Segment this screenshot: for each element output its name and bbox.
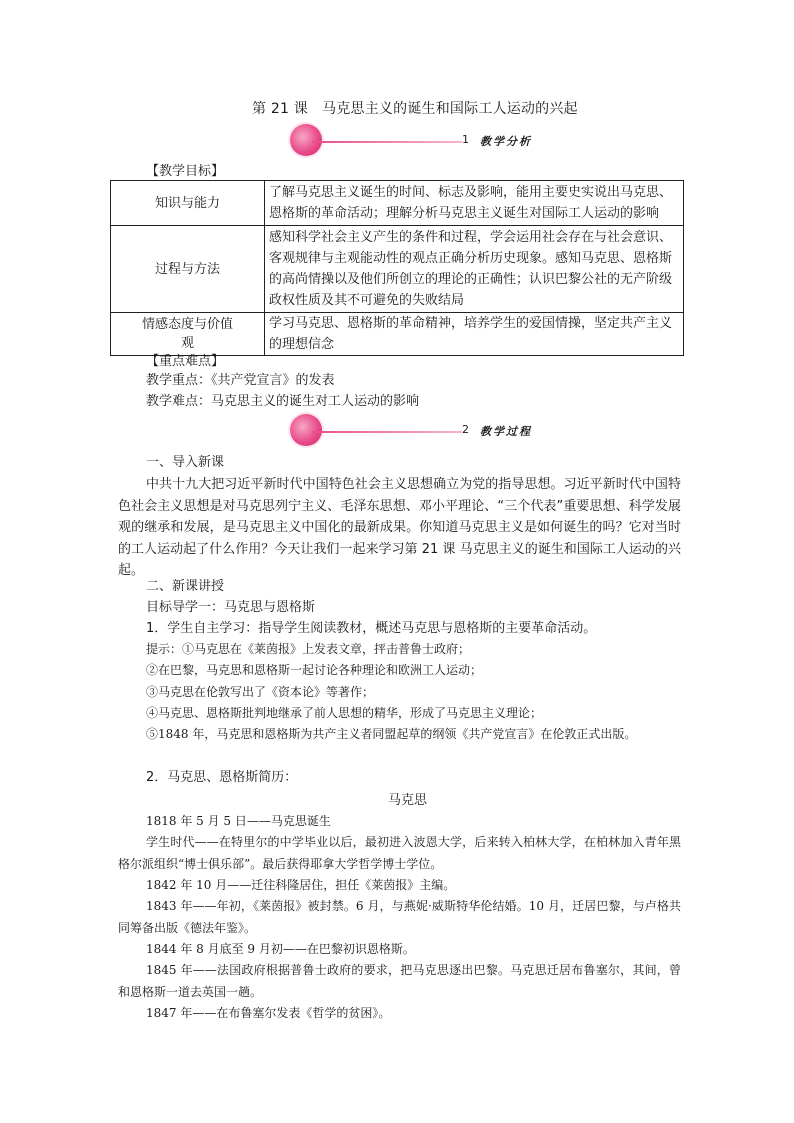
banner-label: 教学过程 [480,425,532,438]
new-lesson-heading: 二、新课讲授 [146,579,225,594]
hint-line: ③马克思在伦敦写出了《资本论》等著作； [146,685,375,699]
goal-key: 情感态度与价值观 [111,313,265,356]
pink-circle-icon [290,414,322,446]
intro-heading: 一、导入新课 [146,455,225,470]
banner-number: 1 [462,133,469,146]
bio-entry: 1845 年——法国政府根据普鲁士政府的要求，把马克思逐出巴黎。马克思迁居布鲁塞尔，其间，曾和恩格斯一道去英国一趟。 [118,963,681,999]
hint-line: 提示：①马克思在《莱茵报》上发表文章，抨击普鲁士政府； [146,642,471,656]
banner-number: 2 [462,423,469,436]
step-1: 1．学生自主学习：指导学生阅读教材，概述马克思与恩格斯的主要革命活动。 [146,621,597,636]
hint-line: ②在巴黎，马克思和恩格斯一起讨论各种理论和欧洲工人运动； [146,663,483,677]
focus-heading: 【重点难点】 [146,354,225,369]
banner-line [312,431,462,433]
lesson-title: 第 21 课 马克思主义的诞生和国际工人运动的兴起 [252,101,578,117]
bio-entry: 学生时代——在特里尔的中学毕业以后，最初进入波恩大学，后来转入柏林大学，在柏林加入青年黑格尔派组织“博士俱乐部”。最后获得耶拿大学哲学博士学位。 [118,835,681,871]
bio-entry: 1847 年——在布鲁塞尔发表《哲学的贫困》。 [146,1006,391,1020]
banner-label: 教学分析 [480,135,532,148]
focus-point: 教学重点：《共产党宣言》的发表 [146,373,335,388]
table-row [111,181,684,226]
difficulty-point: 教学难点：马克思主义的诞生对工人运动的影响 [146,394,420,409]
goals-table [110,180,684,356]
goal-key: 过程与方法 [111,226,265,313]
marx-heading: 马克思 [388,793,428,808]
bio-entry: 1842 年 10 月——迁往科隆居住，担任《莱茵报》主编。 [146,878,456,892]
step-2: 2．马克思、恩格斯简历： [146,770,298,785]
target-heading: 目标导学一：马克思与恩格斯 [146,600,316,615]
goal-value: 学习马克思、恩格斯的革命精神，培养学生的爱国情操，坚定共产主义的理想信念 [265,313,684,356]
bio-entry: 1844 年 8 月底至 9 月初——在巴黎初识恩格斯。 [146,942,415,956]
hint-line: ⑤1848 年，马克思和恩格斯为共产主义者同盟起草的纲领《共产党宣言》在伦敦正式出版。 [146,727,637,741]
goals-heading: 【教学目标】 [146,164,225,179]
goal-key: 知识与能力 [111,181,265,226]
goal-value: 感知科学社会主义产生的条件和过程，学会运用社会存在与社会意识、客观规律与主观能动性的观点正确分析历史现象。感知马克思、恩格斯的高尚情操以及他们所创立的理论的正确性；认识巴黎公社的无产阶级政权性质及其不可避免的失败结局 [265,226,684,313]
banner-line [312,141,462,143]
table-row [111,226,684,313]
hint-line: ④马克思、恩格斯批判地继承了前人思想的精华，形成了马克思主义理论； [146,706,543,720]
bio-entry: 1843 年——年初，《莱茵报》被封禁。6 月，与燕妮·威斯特华伦结婚。10 月，迁居巴黎，与卢格共同筹备出版《德法年鉴》。 [118,899,681,935]
section-banner-process [290,414,560,446]
intro-paragraph: 中共十九大把习近平新时代中国特色社会主义思想确立为党的指导思想。习近平新时代中国特色社会主义思想是对马克思列宁主义、毛泽东思想、邓小平理论、“三个代表”重要思想、科学发展观的继承和发展，是马克思主义中国化的最新成果。你知道马克思主义是如何诞生的吗？它对当时的工人运动起了什么作用？今天让我们一起来学习第 21 课 马克思主义的诞生和国际工人运动的兴起。 [118,477,681,578]
goal-value: 了解马克思主义诞生的时间、标志及影响，能用主要史实说出马克思、恩格斯的革命活动；理解分析马克思主义诞生对国际工人运动的影响 [265,181,684,226]
section-banner-analysis [290,124,560,156]
pink-circle-icon [290,124,322,156]
bio-entry: 1818 年 5 月 5 日——马克思诞生 [146,814,331,828]
